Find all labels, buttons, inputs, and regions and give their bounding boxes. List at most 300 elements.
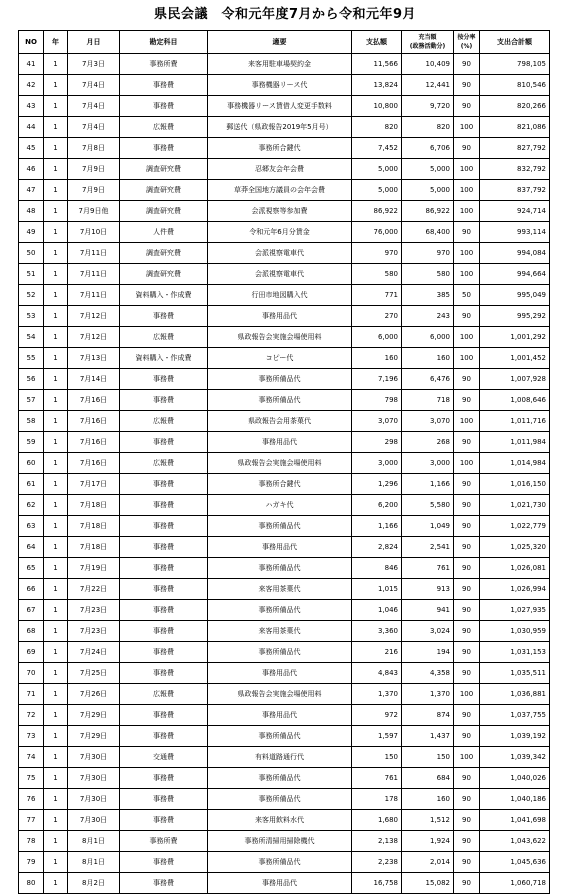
cell-allotted: 2,541 [402,537,454,558]
cell-ratio: 90 [454,768,480,789]
table-body [19,54,550,894]
cell-account: 事務費 [120,789,208,810]
cell-year: 1 [44,663,68,684]
cell-summary: 事務所備品代 [208,642,352,663]
cell-date: 7月19日 [68,558,120,579]
cell-account: 事務費 [120,810,208,831]
cell-date: 7月11日 [68,285,120,306]
cell-ratio: 90 [454,873,480,894]
cell-date: 7月23日 [68,600,120,621]
table-row [19,684,550,705]
cell-date: 7月16日 [68,453,120,474]
cell-no: 61 [19,474,44,495]
cell-no: 67 [19,600,44,621]
cell-summary: 事務機器リース代 [208,75,352,96]
cell-year: 1 [44,264,68,285]
cell-paid: 972 [352,705,402,726]
cell-no: 55 [19,348,44,369]
cell-cumulative: 993,114 [480,222,550,243]
cell-no: 66 [19,579,44,600]
cell-paid: 5,000 [352,180,402,201]
cell-date: 7月30日 [68,747,120,768]
cell-ratio: 100 [454,180,480,201]
cell-cumulative: 1,040,186 [480,789,550,810]
cell-account: 調査研究費 [120,264,208,285]
cell-summary: 来客用飲料水代 [208,810,352,831]
table-row [19,453,550,474]
table-row [19,159,550,180]
cell-summary: 事務用品代 [208,537,352,558]
table-row [19,348,550,369]
cell-cumulative: 1,001,452 [480,348,550,369]
cell-account: 資料購入・作成費 [120,348,208,369]
table-row [19,180,550,201]
cell-paid: 270 [352,306,402,327]
cell-account: 事務費 [120,621,208,642]
cell-date: 7月29日 [68,705,120,726]
cell-paid: 298 [352,432,402,453]
cell-summary: 事務所備品代 [208,789,352,810]
cell-cumulative: 1,001,292 [480,327,550,348]
cell-paid: 2,138 [352,831,402,852]
cell-ratio: 90 [454,558,480,579]
cell-year: 1 [44,852,68,873]
cell-date: 7月18日 [68,537,120,558]
cell-ratio: 90 [454,831,480,852]
cell-summary: 事務所備品代 [208,390,352,411]
cell-summary: 事務所清掃用掃除機代 [208,831,352,852]
cell-cumulative: 810,546 [480,75,550,96]
cell-year: 1 [44,495,68,516]
table-row [19,663,550,684]
cell-no: 69 [19,642,44,663]
cell-date: 7月4日 [68,75,120,96]
cell-account: 事務費 [120,558,208,579]
cell-allotted: 684 [402,768,454,789]
cell-account: 事務費 [120,432,208,453]
cell-year: 1 [44,705,68,726]
cell-cumulative: 832,792 [480,159,550,180]
cell-year: 1 [44,201,68,222]
cell-year: 1 [44,180,68,201]
cell-cumulative: 1,008,646 [480,390,550,411]
table-row [19,789,550,810]
cell-cumulative: 1,011,984 [480,432,550,453]
cell-cumulative: 1,036,881 [480,684,550,705]
cell-ratio: 90 [454,810,480,831]
cell-allotted: 5,000 [402,159,454,180]
cell-date: 7月24日 [68,642,120,663]
table-row [19,243,550,264]
cell-no: 65 [19,558,44,579]
cell-summary: 事務所備品代 [208,768,352,789]
cell-no: 59 [19,432,44,453]
cell-no: 49 [19,222,44,243]
cell-account: 事務費 [120,495,208,516]
header-ratio: 按分率 (%) [454,31,480,54]
cell-summary: 県政報告会用茶菓代 [208,411,352,432]
expense-table [18,30,550,894]
cell-date: 7月22日 [68,579,120,600]
cell-no: 64 [19,537,44,558]
cell-allotted: 6,476 [402,369,454,390]
cell-date: 7月14日 [68,369,120,390]
cell-ratio: 90 [454,54,480,75]
cell-ratio: 90 [454,96,480,117]
cell-paid: 846 [352,558,402,579]
cell-allotted: 874 [402,705,454,726]
cell-account: 広報費 [120,327,208,348]
cell-ratio: 100 [454,453,480,474]
cell-allotted: 970 [402,243,454,264]
cell-account: 広報費 [120,453,208,474]
cell-summary: 事務所備品代 [208,852,352,873]
cell-summary: 事務所備品代 [208,516,352,537]
cell-allotted: 761 [402,558,454,579]
cell-paid: 3,000 [352,453,402,474]
cell-ratio: 100 [454,411,480,432]
table-row [19,222,550,243]
cell-ratio: 90 [454,495,480,516]
cell-paid: 970 [352,243,402,264]
table-header-row [19,31,550,54]
table-row [19,96,550,117]
cell-year: 1 [44,537,68,558]
table-row [19,747,550,768]
cell-no: 47 [19,180,44,201]
cell-no: 78 [19,831,44,852]
cell-date: 7月10日 [68,222,120,243]
cell-no: 52 [19,285,44,306]
cell-no: 80 [19,873,44,894]
cell-account: 事務費 [120,642,208,663]
cell-no: 53 [19,306,44,327]
cell-allotted: 1,049 [402,516,454,537]
cell-ratio: 90 [454,222,480,243]
cell-no: 42 [19,75,44,96]
cell-allotted: 1,437 [402,726,454,747]
cell-year: 1 [44,306,68,327]
cell-summary: 草莽全国地方議員の会年会費 [208,180,352,201]
cell-allotted: 385 [402,285,454,306]
cell-cumulative: 1,025,320 [480,537,550,558]
cell-cumulative: 1,007,928 [480,369,550,390]
cell-summary: 令和元年6月分賃金 [208,222,352,243]
cell-account: 事務費 [120,768,208,789]
cell-ratio: 90 [454,705,480,726]
cell-date: 7月16日 [68,390,120,411]
cell-no: 79 [19,852,44,873]
cell-year: 1 [44,411,68,432]
cell-allotted: 580 [402,264,454,285]
cell-cumulative: 994,664 [480,264,550,285]
cell-paid: 1,015 [352,579,402,600]
cell-date: 7月29日 [68,726,120,747]
cell-allotted: 1,370 [402,684,454,705]
cell-cumulative: 1,040,026 [480,768,550,789]
cell-ratio: 100 [454,201,480,222]
cell-paid: 1,597 [352,726,402,747]
cell-summary: 事務用品代 [208,663,352,684]
cell-summary: 事務用品代 [208,873,352,894]
cell-paid: 178 [352,789,402,810]
cell-paid: 580 [352,264,402,285]
cell-account: 調査研究費 [120,159,208,180]
cell-account: 調査研究費 [120,180,208,201]
table-row [19,306,550,327]
cell-paid: 216 [352,642,402,663]
header-account: 勘定科目 [120,31,208,54]
cell-cumulative: 1,016,150 [480,474,550,495]
cell-date: 7月18日 [68,495,120,516]
cell-summary: 行田市地図購入代 [208,285,352,306]
cell-allotted: 268 [402,432,454,453]
cell-ratio: 100 [454,327,480,348]
cell-year: 1 [44,684,68,705]
cell-paid: 771 [352,285,402,306]
cell-allotted: 5,580 [402,495,454,516]
cell-ratio: 90 [454,852,480,873]
header-cumulative: 支出合計額 [480,31,550,54]
header-date: 月日 [68,31,120,54]
table-row [19,411,550,432]
cell-no: 54 [19,327,44,348]
cell-no: 74 [19,747,44,768]
cell-paid: 798 [352,390,402,411]
cell-ratio: 100 [454,747,480,768]
cell-allotted: 941 [402,600,454,621]
cell-no: 51 [19,264,44,285]
cell-cumulative: 1,060,718 [480,873,550,894]
cell-cumulative: 995,292 [480,306,550,327]
cell-ratio: 90 [454,600,480,621]
cell-no: 60 [19,453,44,474]
cell-no: 56 [19,369,44,390]
cell-date: 7月11日 [68,243,120,264]
cell-summary: 会派視察電車代 [208,243,352,264]
cell-account: 事務費 [120,516,208,537]
cell-summary: 事務所合鍵代 [208,138,352,159]
cell-no: 62 [19,495,44,516]
cell-ratio: 90 [454,537,480,558]
cell-no: 48 [19,201,44,222]
cell-cumulative: 1,014,984 [480,453,550,474]
cell-summary: 事務用品代 [208,705,352,726]
cell-paid: 13,824 [352,75,402,96]
cell-date: 7月16日 [68,432,120,453]
cell-year: 1 [44,516,68,537]
cell-year: 1 [44,600,68,621]
cell-ratio: 100 [454,243,480,264]
cell-ratio: 90 [454,306,480,327]
cell-account: 資料購入・作成費 [120,285,208,306]
cell-date: 7月8日 [68,138,120,159]
table-row [19,390,550,411]
cell-ratio: 100 [454,684,480,705]
table-row [19,264,550,285]
table-row [19,726,550,747]
cell-year: 1 [44,117,68,138]
cell-summary: 事務機器リース賃借人変更手数料 [208,96,352,117]
cell-no: 70 [19,663,44,684]
cell-ratio: 100 [454,159,480,180]
cell-date: 7月9日 [68,159,120,180]
cell-date: 8月1日 [68,831,120,852]
cell-summary: 会派視察等参加費 [208,201,352,222]
cell-ratio: 90 [454,789,480,810]
cell-allotted: 1,924 [402,831,454,852]
page-title: 県民会議 令和元年度7月から令和元年9月 [153,7,417,22]
cell-no: 71 [19,684,44,705]
cell-date: 7月13日 [68,348,120,369]
cell-cumulative: 827,792 [480,138,550,159]
cell-year: 1 [44,369,68,390]
cell-year: 1 [44,579,68,600]
cell-paid: 1,296 [352,474,402,495]
cell-account: 事務費 [120,474,208,495]
cell-year: 1 [44,621,68,642]
cell-summary: 来客用茶菓代 [208,621,352,642]
cell-allotted: 1,512 [402,810,454,831]
table-row [19,75,550,96]
cell-cumulative: 1,039,192 [480,726,550,747]
cell-account: 事務費 [120,852,208,873]
cell-cumulative: 1,041,698 [480,810,550,831]
cell-cumulative: 994,084 [480,243,550,264]
cell-paid: 160 [352,348,402,369]
cell-paid: 86,922 [352,201,402,222]
cell-year: 1 [44,285,68,306]
cell-date: 7月12日 [68,306,120,327]
cell-summary: 有料道路通行代 [208,747,352,768]
cell-allotted: 6,000 [402,327,454,348]
cell-ratio: 50 [454,285,480,306]
table-row [19,873,550,894]
cell-account: 事務費 [120,873,208,894]
cell-no: 63 [19,516,44,537]
cell-paid: 3,360 [352,621,402,642]
cell-paid: 5,000 [352,159,402,180]
cell-account: 事務費 [120,726,208,747]
cell-cumulative: 1,021,730 [480,495,550,516]
cell-no: 68 [19,621,44,642]
table-row [19,495,550,516]
cell-year: 1 [44,138,68,159]
cell-summary: 事務所備品代 [208,558,352,579]
cell-year: 1 [44,159,68,180]
cell-no: 73 [19,726,44,747]
table-row [19,558,550,579]
cell-summary: 事務所合鍵代 [208,474,352,495]
cell-ratio: 100 [454,264,480,285]
cell-paid: 7,452 [352,138,402,159]
cell-ratio: 90 [454,579,480,600]
cell-ratio: 90 [454,75,480,96]
cell-cumulative: 1,037,755 [480,705,550,726]
cell-year: 1 [44,348,68,369]
cell-account: 事務費 [120,663,208,684]
cell-account: 広報費 [120,411,208,432]
cell-year: 1 [44,789,68,810]
cell-ratio: 90 [454,621,480,642]
cell-date: 7月12日 [68,327,120,348]
cell-allotted: 718 [402,390,454,411]
cell-summary: 事務所備品代 [208,726,352,747]
cell-summary: 事務所備品代 [208,369,352,390]
cell-paid: 2,824 [352,537,402,558]
cell-year: 1 [44,474,68,495]
cell-year: 1 [44,432,68,453]
cell-summary: 郵送代（県政報告2019年5月号） [208,117,352,138]
cell-paid: 1,370 [352,684,402,705]
table-row [19,600,550,621]
cell-ratio: 90 [454,432,480,453]
table-row [19,201,550,222]
cell-allotted: 5,000 [402,180,454,201]
cell-allotted: 1,166 [402,474,454,495]
cell-paid: 6,000 [352,327,402,348]
cell-no: 45 [19,138,44,159]
cell-cumulative: 1,031,153 [480,642,550,663]
cell-allotted: 68,400 [402,222,454,243]
table-row [19,810,550,831]
cell-year: 1 [44,831,68,852]
cell-account: 事務所費 [120,54,208,75]
cell-year: 1 [44,810,68,831]
cell-paid: 7,196 [352,369,402,390]
cell-cumulative: 837,792 [480,180,550,201]
cell-paid: 6,200 [352,495,402,516]
cell-date: 7月16日 [68,411,120,432]
cell-paid: 10,800 [352,96,402,117]
cell-allotted: 9,720 [402,96,454,117]
cell-allotted: 10,409 [402,54,454,75]
cell-account: 事務費 [120,369,208,390]
cell-no: 44 [19,117,44,138]
cell-no: 57 [19,390,44,411]
cell-ratio: 90 [454,390,480,411]
cell-cumulative: 1,026,081 [480,558,550,579]
cell-no: 72 [19,705,44,726]
cell-date: 7月4日 [68,96,120,117]
cell-account: 交通費 [120,747,208,768]
cell-date: 7月25日 [68,663,120,684]
cell-date: 7月30日 [68,810,120,831]
cell-date: 7月23日 [68,621,120,642]
cell-date: 7月3日 [68,54,120,75]
cell-cumulative: 1,035,511 [480,663,550,684]
cell-account: 事務費 [120,705,208,726]
cell-ratio: 90 [454,726,480,747]
cell-account: 事務所費 [120,831,208,852]
cell-date: 7月17日 [68,474,120,495]
cell-summary: 来客用駐車場契約金 [208,54,352,75]
cell-account: 調査研究費 [120,201,208,222]
cell-no: 58 [19,411,44,432]
table-row [19,117,550,138]
cell-cumulative: 821,086 [480,117,550,138]
cell-cumulative: 1,027,935 [480,600,550,621]
cell-date: 7月9日他 [68,201,120,222]
cell-account: 調査研究費 [120,243,208,264]
header-year: 年 [44,31,68,54]
cell-paid: 1,046 [352,600,402,621]
cell-no: 43 [19,96,44,117]
cell-account: 事務費 [120,537,208,558]
table-row [19,54,550,75]
cell-account: 事務費 [120,138,208,159]
header-paid: 支払額 [352,31,402,54]
